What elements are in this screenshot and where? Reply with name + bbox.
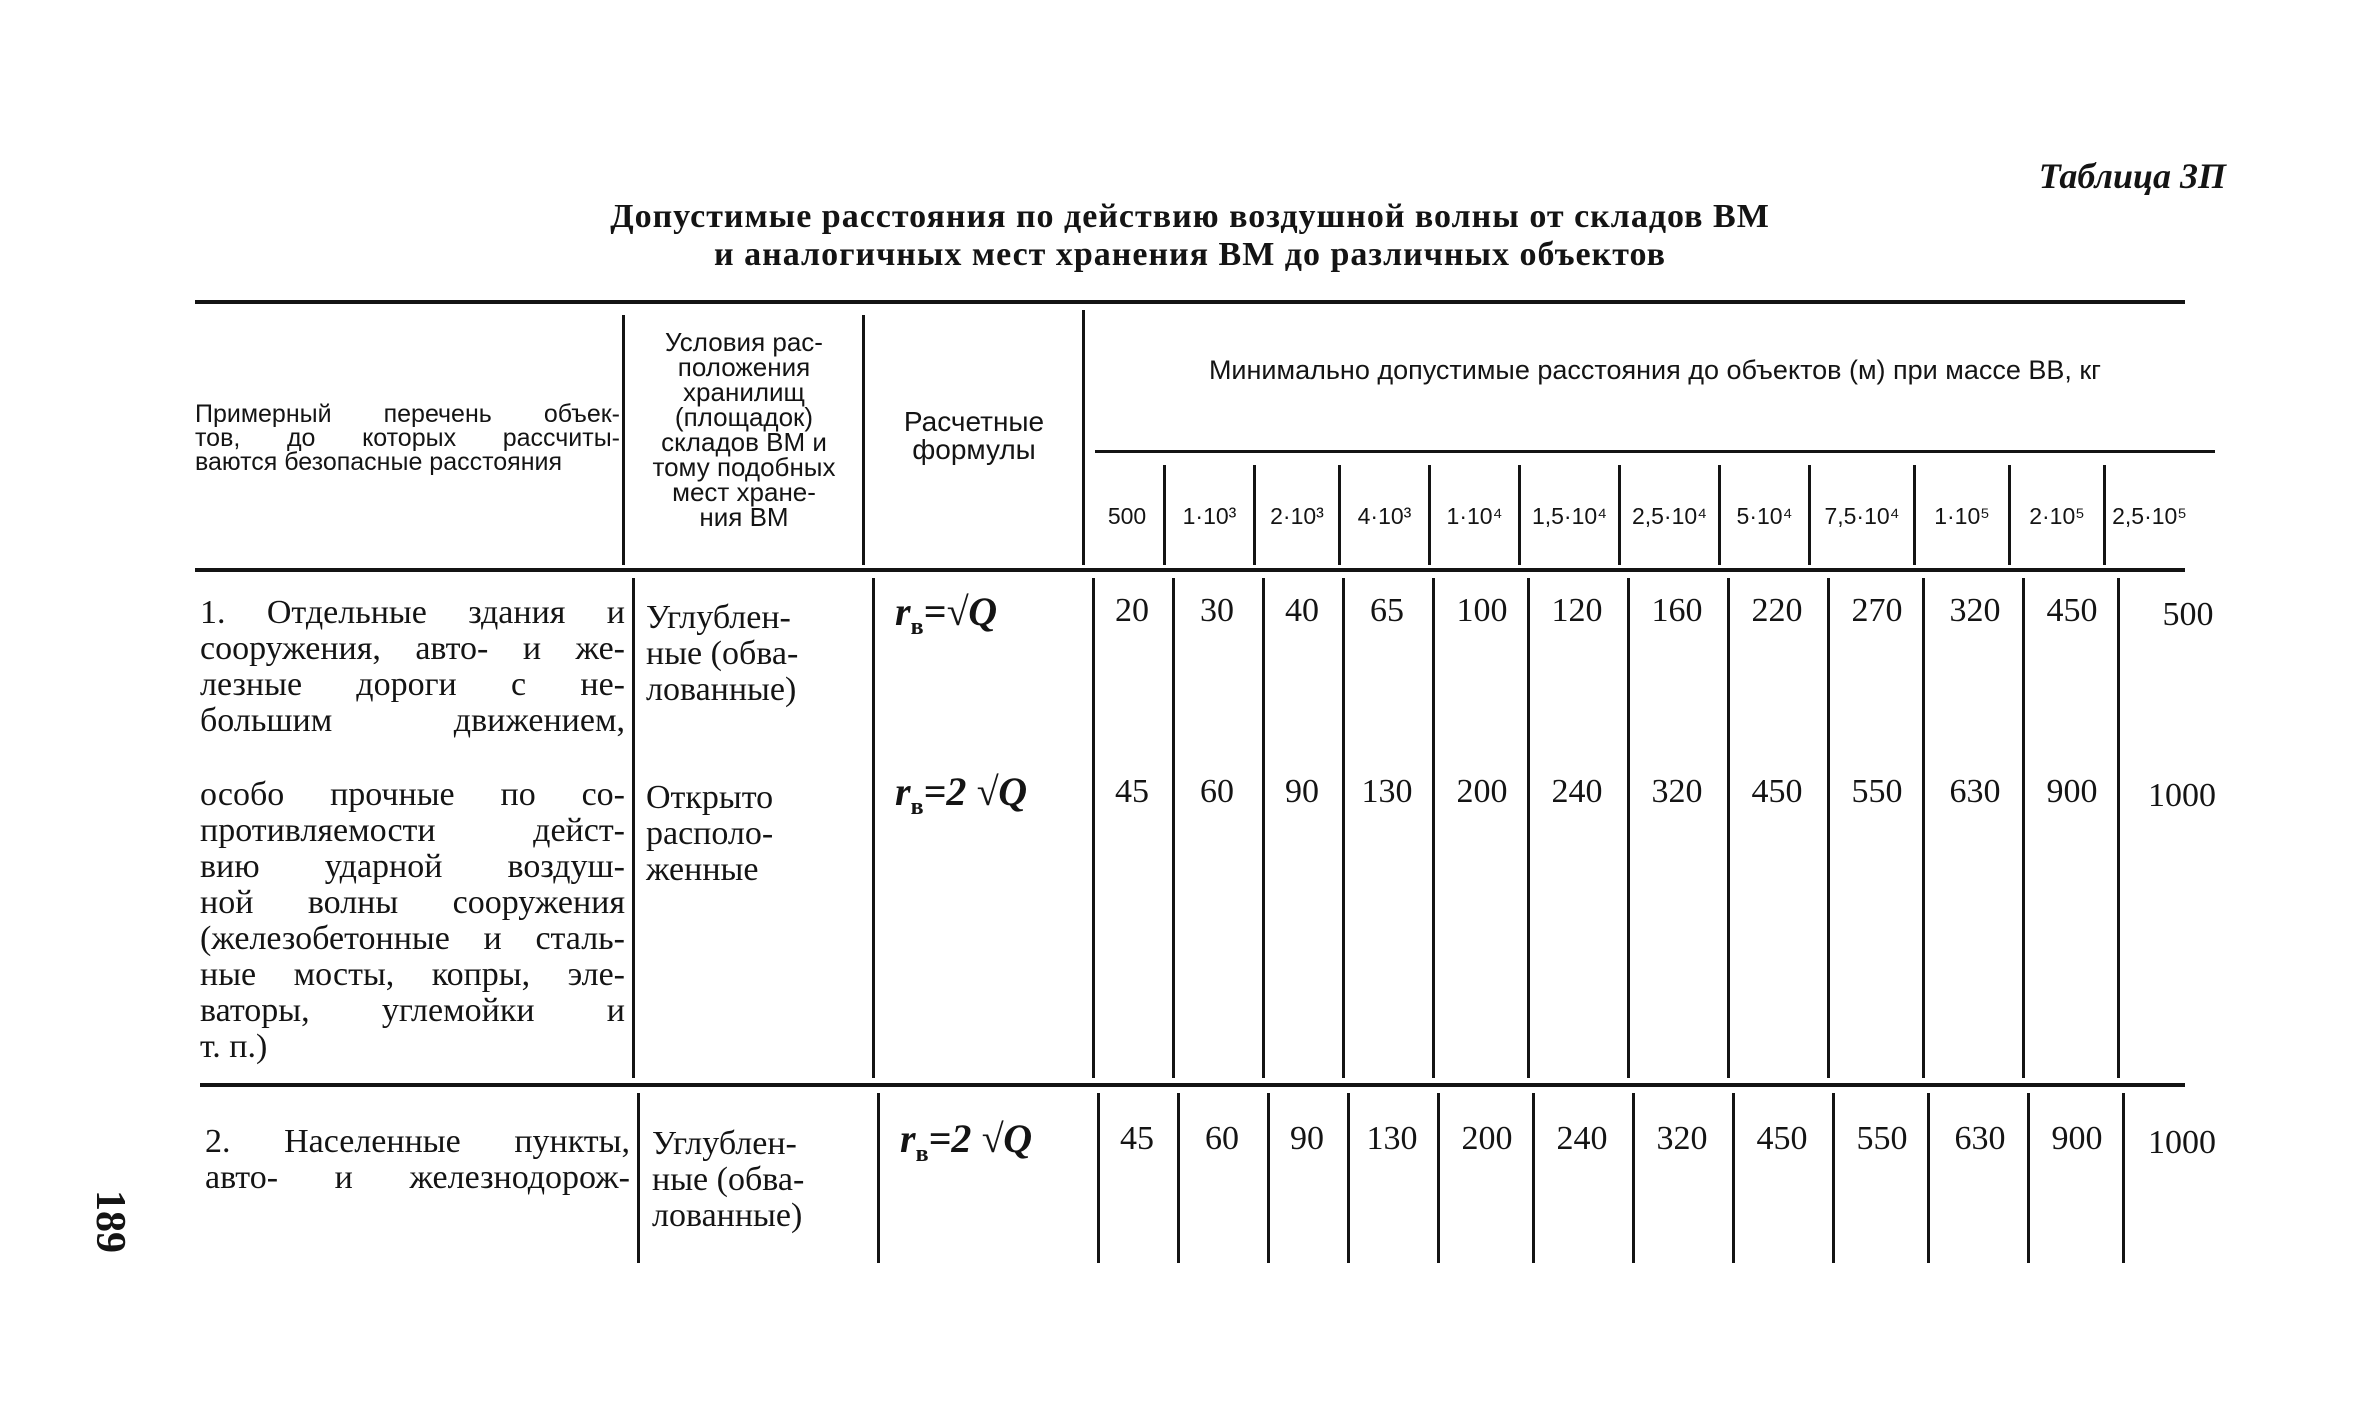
condition-line: располо- (646, 815, 774, 852)
row-2-object (205, 1124, 630, 1196)
row-1b-value: 130 (1361, 773, 1413, 810)
object-line: 1. Отдельные здания и (200, 594, 625, 631)
body-divider (1732, 1093, 1735, 1263)
mass-header: 1·10³ (1182, 503, 1237, 529)
body-divider (1342, 578, 1345, 1078)
mass-header: 1·10⁵ (1934, 503, 1990, 529)
mass-header: 1,5·10⁴ (1531, 503, 1608, 529)
row-2-value: 45 (1120, 1120, 1154, 1157)
mass-header: 2,5·10⁴ (1631, 503, 1708, 529)
formula-variable: r (895, 769, 911, 814)
title-line: и аналогичных мест хранения ВМ до различных объектов (714, 236, 1666, 273)
body-divider (1267, 1093, 1270, 1263)
header-objects-line: ваются безопасные расстояния (195, 448, 563, 476)
mass-header: 2·10⁵ (2029, 503, 2085, 529)
body-divider (1177, 1093, 1180, 1263)
header-divider (622, 315, 625, 565)
header-conditions-line: ния ВМ (699, 502, 789, 532)
body-divider (637, 1093, 640, 1263)
mass-header: 7,5·10⁴ (1824, 503, 1900, 529)
body-divider (2117, 578, 2120, 1078)
row-2-value: 630 (1954, 1120, 2006, 1157)
body-divider (1532, 1093, 1535, 1263)
body-divider (632, 578, 635, 1078)
row-1-value: 450 (2046, 592, 2098, 629)
body-divider (1922, 578, 1925, 1078)
row-1-value: 500 (2162, 596, 2214, 633)
body-divider (1097, 1093, 1100, 1263)
row-1b-condition (646, 780, 866, 888)
object-line: сооружения, авто- и же- (200, 630, 625, 667)
mass-header: 500 (1107, 503, 1147, 529)
condition-line: лованные) (652, 1197, 803, 1234)
body-divider (1832, 1093, 1835, 1263)
body-divider (2022, 578, 2025, 1078)
condition-line: Открыто (646, 779, 774, 816)
header-bottom-rule (195, 568, 2185, 572)
formula-expression: =2 √Q (928, 1116, 1033, 1161)
object-line: особо прочные по со- (200, 776, 625, 813)
formula-subscript: в (915, 1141, 929, 1167)
top-rule (195, 300, 2185, 304)
mass-header: 2,5·10⁵ (2112, 503, 2187, 529)
header-divider (1082, 310, 1085, 565)
row-2-value: 90 (1290, 1120, 1324, 1157)
object-line: 2. Населенные пункты, (205, 1123, 630, 1160)
row-2-value: 60 (1205, 1120, 1239, 1157)
body-divider (877, 1093, 880, 1263)
row-1-value: 270 (1851, 592, 1903, 629)
row-2-value: 900 (2051, 1120, 2103, 1157)
row-1-value: 100 (1456, 592, 1508, 629)
header-objects (195, 402, 620, 474)
object-line: авто- и железнодорож- (205, 1159, 630, 1196)
mass-header: 4·10³ (1357, 503, 1412, 529)
body-divider (1527, 578, 1530, 1078)
row-1b-value: 630 (1949, 773, 2001, 810)
condition-line: Углублен- (646, 599, 791, 636)
mass-divider (2103, 465, 2106, 565)
row-1-value: 320 (1949, 592, 2001, 629)
header-objects-line: тов, до которых рассчиты- (195, 424, 620, 452)
row-2-value: 320 (1656, 1120, 1708, 1157)
body-divider (1432, 578, 1435, 1078)
body-divider (1727, 578, 1730, 1078)
header-conditions-line: складов ВМ и (661, 427, 827, 457)
row-2-value: 1000 (2148, 1124, 2216, 1161)
condition-line: лованные) (646, 671, 797, 708)
row-1b-value: 550 (1851, 773, 1903, 810)
mass-divider (1618, 465, 1621, 565)
row-2-condition (652, 1126, 872, 1234)
body-divider (1172, 578, 1175, 1078)
header-conditions-line: хранилищ (683, 377, 805, 407)
mass-header: 2·10³ (1270, 503, 1324, 529)
formula-variable: r (895, 589, 911, 634)
row-1-formula (895, 588, 997, 641)
object-line: противляемости дейст- (200, 812, 625, 849)
header-formulas-line: формулы (912, 434, 1036, 465)
header-conditions-line: мест хране- (672, 477, 816, 507)
row-1b-value: 240 (1551, 773, 1603, 810)
mass-divider (1428, 465, 1431, 565)
row-2-value: 450 (1756, 1120, 1808, 1157)
row-1b-value: 450 (1751, 773, 1803, 810)
row-1b-object (200, 777, 625, 1065)
mass-divider (1913, 465, 1916, 565)
row-1-object (200, 595, 625, 739)
title-line: Допустимые расстояния по действию воздушной волны от складов ВМ (610, 198, 1770, 235)
row-1-value: 30 (1200, 592, 1234, 629)
formula-variable: r (900, 1116, 916, 1161)
body-divider (1092, 578, 1095, 1078)
row-1b-value: 200 (1456, 773, 1508, 810)
body-divider (1927, 1093, 1930, 1263)
mass-header: 5·10⁴ (1736, 503, 1793, 529)
formula-expression: =2 √Q (923, 769, 1028, 814)
page-number: 189 (87, 1190, 133, 1253)
row-1b-value: 90 (1285, 773, 1319, 810)
row-1b-value: 900 (2046, 773, 2098, 810)
mass-divider (1518, 465, 1521, 565)
row-1-value: 40 (1285, 592, 1319, 629)
header-formulas-line: Расчетные (903, 406, 1045, 437)
condition-line: Углублен- (652, 1125, 797, 1162)
object-line: лезные дороги с не- (200, 666, 625, 703)
body-divider (2122, 1093, 2125, 1263)
mass-header: 1·10⁴ (1446, 503, 1503, 529)
row-2-value: 550 (1856, 1120, 1908, 1157)
header-conditions (628, 327, 860, 532)
body-divider (1437, 1093, 1440, 1263)
mass-divider (1718, 465, 1721, 565)
header-conditions-line: Условия рас- (665, 327, 823, 357)
header-conditions-line: тому подобных (652, 452, 836, 482)
header-conditions-line: (площадок) (674, 402, 814, 432)
object-line: ваторы, углемойки и (200, 992, 625, 1029)
row-2-value: 240 (1556, 1120, 1608, 1157)
row-2-value: 200 (1461, 1120, 1513, 1157)
body-divider (2027, 1093, 2030, 1263)
condition-line: ные (обва- (646, 635, 799, 672)
object-line: большим движением, (200, 702, 625, 739)
row-1-value: 65 (1370, 592, 1404, 629)
table-label: Таблица 3П (2038, 156, 2226, 196)
formula-subscript: в (910, 794, 924, 820)
header-divider (862, 315, 865, 565)
formula-subscript: в (910, 614, 924, 640)
object-line: т. п.) (200, 1028, 268, 1065)
object-line: ные мосты, копры, эле- (200, 956, 625, 993)
body-divider (1827, 578, 1830, 1078)
subheader-rule (1095, 450, 2215, 453)
row-1-value: 120 (1551, 592, 1603, 629)
row-1b-value: 320 (1651, 773, 1703, 810)
mass-divider (1808, 465, 1811, 565)
row-1-value: 220 (1751, 592, 1803, 629)
body-divider (1632, 1093, 1635, 1263)
body-divider (1627, 578, 1630, 1078)
row-1-value: 160 (1651, 592, 1703, 629)
object-line: вию ударной воздуш- (200, 848, 625, 885)
row-2-value: 130 (1366, 1120, 1418, 1157)
header-objects-line: Примерный перечень объек- (195, 400, 620, 428)
row-1b-value: 1000 (2148, 777, 2216, 814)
formula-expression: =√Q (923, 589, 998, 634)
row-1b-value: 60 (1200, 773, 1234, 810)
mass-divider (1338, 465, 1341, 565)
header-conditions-line: положения (677, 352, 811, 382)
object-line: ной волны сооружения (200, 884, 625, 921)
table-title (560, 198, 1820, 274)
mass-divider (1253, 465, 1256, 565)
body-divider (1347, 1093, 1350, 1263)
mass-divider (2008, 465, 2011, 565)
body-divider (1262, 578, 1265, 1078)
row-1-value: 20 (1115, 592, 1149, 629)
body-divider (872, 578, 875, 1078)
row-2-formula (900, 1115, 1032, 1168)
row-1b-formula (895, 768, 1027, 821)
row-separator-rule (200, 1083, 2185, 1087)
row-1-condition (646, 600, 866, 708)
condition-line: ные (обва- (652, 1161, 805, 1198)
condition-line: женные (646, 851, 759, 888)
row-1b-value: 45 (1115, 773, 1149, 810)
header-formulas (868, 408, 1080, 464)
mass-divider (1163, 465, 1166, 565)
object-line: (железобетонные и сталь- (200, 920, 625, 957)
header-distances: Минимально допустимые расстояния до объектов (м) при массе ВВ, кг (1208, 355, 2102, 385)
